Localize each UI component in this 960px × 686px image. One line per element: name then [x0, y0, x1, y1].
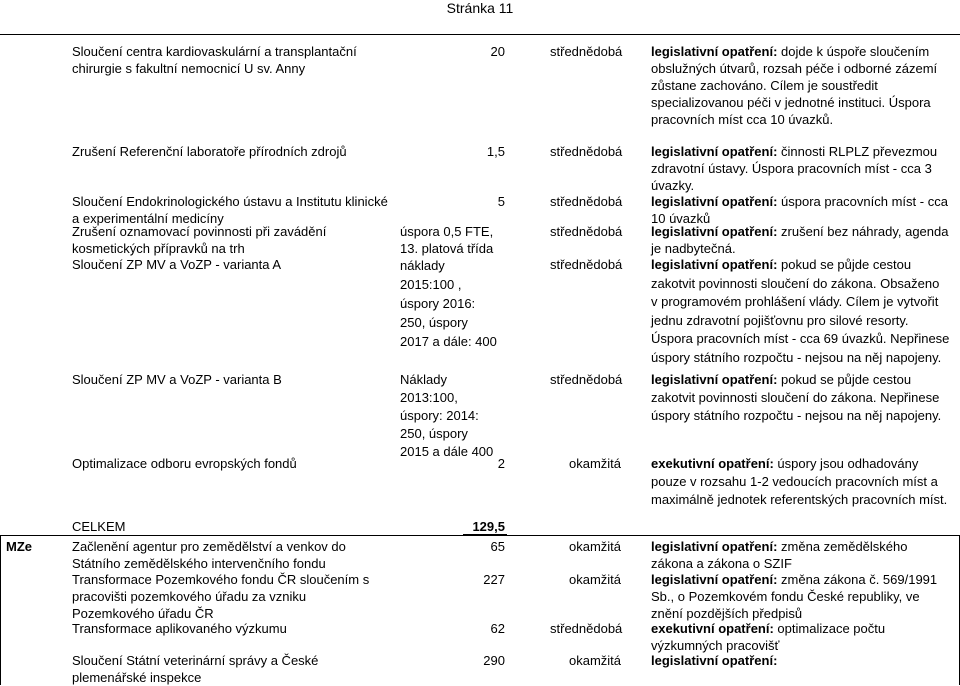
row-savings — [400, 256, 497, 351]
row-name-line: a experimentální medicíny — [72, 211, 224, 226]
row-name-line: Začlenění agentur pro zemědělství a venkov do — [72, 539, 346, 554]
savings-line: úspora 0,5 FTE, — [400, 224, 494, 239]
desc-line: v programovém prohlášení vlády. Cílem je vytvořit — [651, 294, 939, 309]
row-name — [72, 371, 282, 388]
desc-line: pouze v rozsahu 1-2 vedoucích pracovních míst a — [651, 474, 938, 489]
row-term: okamžitá — [569, 539, 622, 554]
row-term: okamžitá — [569, 653, 622, 668]
desc-line: zůstane zachováno. Cílem je soustředit — [651, 78, 878, 93]
row-name-line: pracovišti pozemkového úřadu za vzniku — [72, 589, 307, 604]
row-name-line: Sloučení ZP MV a VoZP - varianta A — [72, 257, 282, 272]
row-name — [72, 223, 326, 257]
row-term: střednědobá — [550, 372, 623, 387]
row-savings: 62 — [490, 621, 505, 636]
measure-type: legislativní opatření: — [651, 653, 778, 668]
row-savings — [400, 223, 493, 257]
measure-type: exekutivní opatření: — [651, 621, 774, 636]
row-description — [651, 43, 937, 128]
row-term: střednědobá — [550, 44, 623, 59]
desc-line: činnosti RLPLZ převezmou — [777, 144, 938, 159]
total-value: 129,5 — [472, 519, 505, 534]
desc-line: úvazky. — [651, 178, 695, 193]
row-description — [651, 193, 948, 227]
desc-line: zákona a zákona o SZIF — [651, 556, 792, 571]
measure-type: legislativní opatření: — [651, 257, 778, 272]
row-name — [72, 620, 287, 637]
savings-line: 13. platová třída — [400, 241, 494, 256]
row-name-line: Transformace Pozemkového fondu ČR sloučením s — [72, 572, 370, 587]
row-description — [651, 223, 948, 257]
row-name — [72, 652, 318, 686]
desc-line: 10 úvazků — [651, 211, 711, 226]
row-term: střednědobá — [550, 257, 623, 272]
total-label: CELKEM — [72, 519, 126, 534]
row-name-line: Zrušení Referenční laboratoře přírodních zdrojů — [72, 144, 347, 159]
row-term: střednědobá — [550, 224, 623, 239]
row-name — [72, 538, 346, 572]
row-name-line: Pozemkového úřadu ČR — [72, 606, 214, 621]
row-name-line: Sloučení Endokrinologického ústavu a Institutu klinické — [72, 194, 388, 209]
savings-line: 2015:100 , — [400, 277, 462, 292]
desc-line: pokud se půjde cestou — [777, 257, 912, 272]
row-name-line: Transformace aplikovaného výzkumu — [72, 621, 287, 636]
desc-line: je nadbytečná. — [651, 241, 736, 256]
measure-type: legislativní opatření: — [651, 194, 778, 209]
savings-line: náklady — [400, 258, 445, 273]
row-term: střednědobá — [550, 194, 623, 209]
desc-line: specializovanou péči v jednotné instituci. Úspora — [651, 95, 931, 110]
row-name-line: kosmetických přípravků na trh — [72, 241, 245, 256]
measure-type: exekutivní opatření: — [651, 456, 774, 471]
row-savings: 20 — [490, 44, 505, 59]
row-description — [651, 371, 941, 425]
row-name-line: chirurgie s fakultní nemocnicí U sv. Anny — [72, 61, 306, 76]
desc-line: pracovních míst cca 10 úvazků. — [651, 112, 834, 127]
desc-line: úspory státního rozpočtu - nejsou na něj napojeny. — [651, 349, 942, 365]
desc-line: úspory státního rozpočtu - nejsou na něj napojeny. — [651, 408, 942, 423]
desc-line: dojde k úspoře sloučením — [777, 44, 930, 59]
row-name — [72, 43, 357, 77]
desc-line: zakotvit povinnosti sloučení do zákona. Nepřinese — [651, 390, 940, 405]
row-term: okamžitá — [569, 456, 622, 471]
desc-line: změna zemědělského — [777, 539, 908, 554]
row-description — [651, 620, 885, 654]
row-savings: 2 — [497, 456, 505, 471]
row-name-line: Optimalizace odboru evropských fondů — [72, 456, 297, 471]
measure-type: legislativní opatření: — [651, 144, 778, 159]
desc-line: maximálně jednotek referentských pracovních míst. — [651, 492, 948, 507]
row-name — [72, 256, 281, 273]
desc-line: Úspora pracovních míst - cca 69 úvazků. Nepřinese — [651, 331, 950, 346]
row-name-line: Státního zemědělského intervenčního fondu — [72, 556, 326, 571]
savings-line: úspory 2016: — [400, 296, 476, 311]
desc-line: Sb., o Pozemkovém fondu České republiky, ve — [651, 589, 920, 604]
desc-line: změna zákona č. 569/1991 — [777, 572, 938, 587]
desc-line: jednu zdravotní pojišťovnu pro silové resorty. — [651, 312, 909, 328]
savings-line: 250, úspory — [400, 426, 468, 441]
savings-line: 250, úspory — [400, 315, 468, 330]
desc-line: pokud se půjde cestou — [777, 372, 912, 387]
row-savings: 5 — [497, 194, 505, 209]
desc-line: úspora pracovních míst - cca — [777, 194, 948, 209]
measure-type: legislativní opatření: — [651, 539, 778, 554]
measure-type: legislativní opatření: — [651, 572, 778, 587]
desc-line: výzkumných pracovišť — [651, 638, 780, 653]
row-name-line: plemenářské inspekce — [72, 670, 202, 685]
row-description — [651, 143, 937, 194]
row-savings: 290 — [483, 653, 505, 668]
row-name-line: Zrušení oznamovací povinnosti při zavádění — [72, 224, 327, 239]
savings-line: 2015 a dále 400 — [400, 444, 494, 459]
savings-line: 2017 a dále: 400 — [400, 334, 497, 349]
row-savings — [400, 371, 493, 461]
total-value-underline — [463, 534, 507, 536]
desc-line: obslužných útvarů, rozsah péče i odborné zázemí — [651, 61, 938, 76]
row-savings: 227 — [483, 572, 505, 587]
row-description — [651, 455, 947, 509]
desc-line: zakotvit povinnosti sloučení do zákona. Obsaženo — [651, 275, 940, 291]
desc-line: znění pozdějších předpisů — [651, 606, 803, 621]
row-description — [651, 571, 937, 622]
row-savings: 1,5 — [486, 144, 505, 159]
desc-line: zrušení bez náhrady, agenda — [777, 224, 949, 239]
measure-type: legislativní opatření: — [651, 372, 778, 387]
table-border-left — [0, 535, 1, 685]
row-description — [651, 652, 777, 669]
row-name — [72, 193, 388, 227]
row-name — [72, 143, 347, 160]
measure-type: legislativní opatření: — [651, 44, 778, 59]
desc-line: úspory jsou odhadovány — [773, 456, 919, 471]
row-savings: 65 — [490, 539, 505, 554]
row-name-line: Sloučení centra kardiovaskulární a transplantační — [72, 44, 357, 59]
row-name — [72, 455, 297, 472]
row-name — [72, 571, 369, 622]
row-term: okamžitá — [569, 572, 622, 587]
ministry-label: MZe — [6, 539, 32, 554]
row-name-line: Sloučení Státní veterinární správy a České — [72, 653, 319, 668]
header-rule — [0, 34, 960, 35]
savings-line: Náklady — [400, 372, 447, 387]
desc-line: optimalizace počtu — [773, 621, 886, 636]
desc-line: zdravotní ústavy. Úspora pracovních míst - cca 3 — [651, 161, 932, 176]
savings-line: 2013:100, — [400, 390, 458, 405]
row-term: střednědobá — [550, 144, 623, 159]
row-name-line: Sloučení ZP MV a VoZP - varianta B — [72, 372, 282, 387]
savings-line: úspory: 2014: — [400, 408, 479, 423]
row-term: střednědobá — [550, 621, 623, 636]
page-header: Stránka 11 — [446, 0, 514, 16]
measure-type: legislativní opatření: — [651, 224, 778, 239]
row-description — [651, 256, 949, 367]
row-description — [651, 538, 908, 572]
